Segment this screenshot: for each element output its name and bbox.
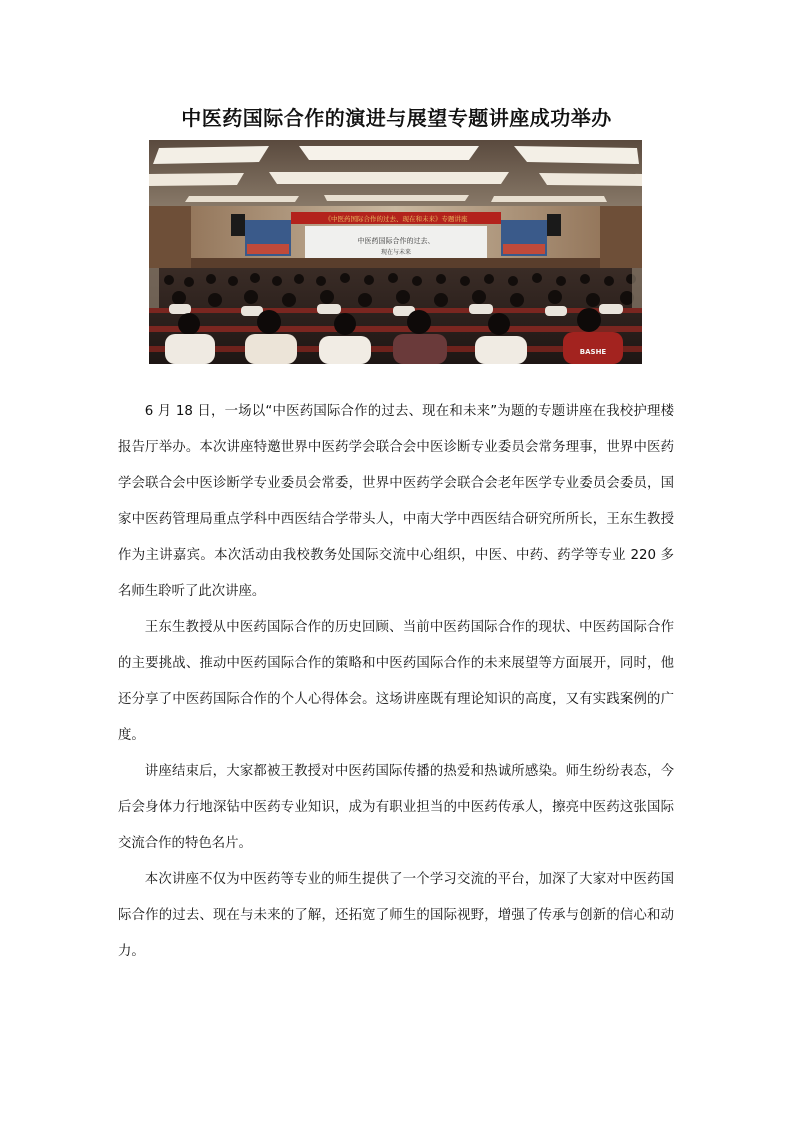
screen-title: 中医药国际合作的过去、	[357, 237, 435, 245]
article-body	[118, 394, 674, 970]
banner-text: 《中医药国际合作的过去、现在和未来》专题讲座	[324, 215, 468, 223]
article-title: 中医药国际合作的演进与展望专题讲座成功举办	[181, 106, 612, 130]
paragraph: 6 月 18 日，一场以“中医药国际合作的过去、现在和未来”为题的专题讲座在我校护理楼报告厅举办。本次讲座特邀世界中医药学会联合会中医诊断专业委员会常务理事，世界中医药学会联合会中医诊断学专业委员会常委，世界中医药学会联合会老年医学专业委员会委员，国家中医药管理局重点学科中西医结合学带头人，中南大学中西医结合研究所所长，王东生教授作为主讲嘉宾。本次活动由我校教务处国际交流中心组织，中医、中药、药学等专业 220 多名师生聆听了此次讲座。	[118, 404, 674, 599]
shirt-text: BASHE	[579, 348, 607, 356]
screen-subtitle: 现在与未来	[380, 249, 412, 256]
lecture-hall-photo	[149, 140, 642, 364]
paragraph: 本次讲座不仅为中医药等专业的师生提供了一个学习交流的平台，加深了大家对中医药国际合作的过去、现在与未来的了解，还拓宽了师生的国际视野，增强了传承与创新的信心和动力。	[118, 872, 674, 959]
paragraph: 讲座结束后，大家都被王教授对中医药国际传播的热爱和热诚所感染。师生纷纷表态，今后会身体力行地深钻中医药专业知识，成为有职业担当的中医药传承人，擦亮中医药这张国际交流合作的特色名片。	[118, 764, 674, 851]
paragraph: 王东生教授从中医药国际合作的历史回顾、当前中医药国际合作的现状、中医药国际合作的主要挑战、推动中医药国际合作的策略和中医药国际合作的未来展望等方面展开，同时，他还分享了中医药国际合作的个人心得体会。这场讲座既有理论知识的高度，又有实践案例的广度。	[118, 620, 674, 743]
